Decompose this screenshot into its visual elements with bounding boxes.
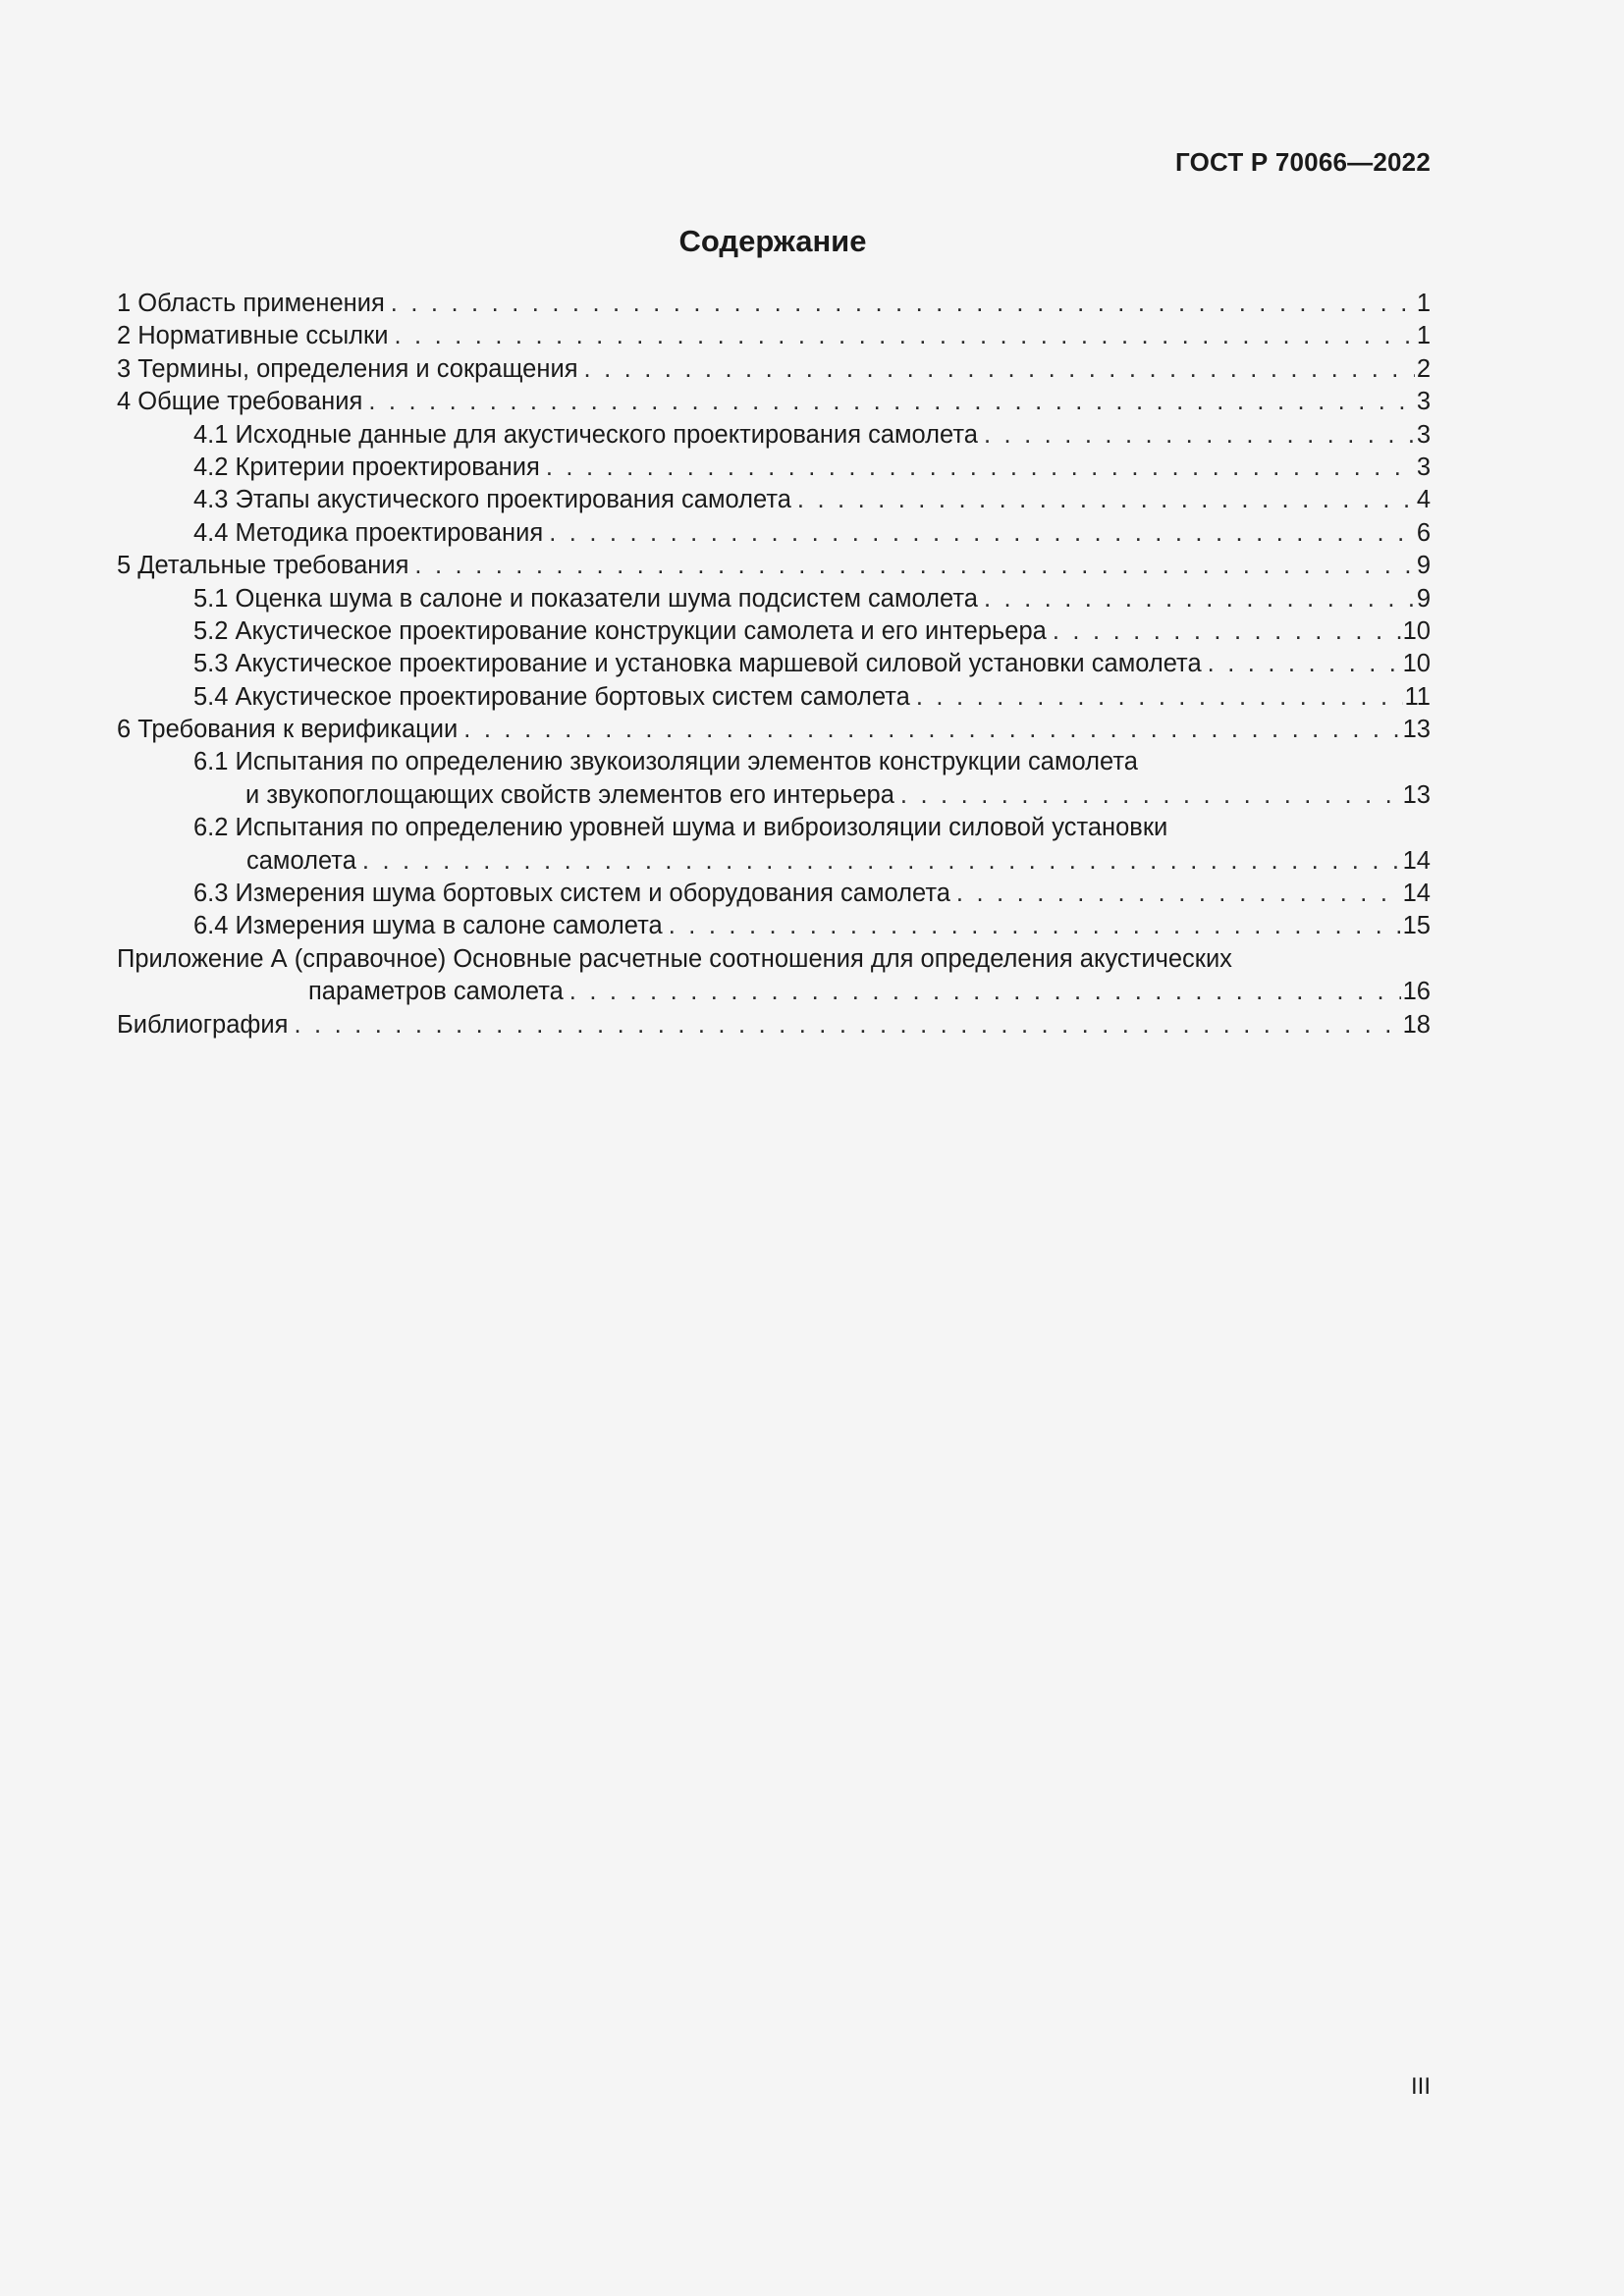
toc-dot-leader [956, 878, 1401, 910]
toc-entry[interactable] [117, 943, 1431, 976]
toc-entry-text: 4.3 Этапы акустического проектирования самолета [193, 486, 791, 514]
toc-entry-page: 4 [1416, 486, 1431, 514]
toc-entry-page: 13 [1402, 780, 1431, 809]
toc-dot-leader [916, 681, 1403, 714]
toc-entry[interactable] [117, 550, 1431, 582]
toc-entry[interactable] [117, 288, 1431, 320]
toc-dot-leader [362, 845, 1401, 878]
toc-entry-text: 5.2 Акустическое проектирование конструкции самолета и его интерьера [193, 616, 1047, 645]
toc-entry-page: 1 [1416, 322, 1431, 350]
toc-entry[interactable] [117, 878, 1431, 910]
toc-entry[interactable] [117, 714, 1431, 746]
toc-entry-page: 3 [1416, 420, 1431, 449]
toc-dot-leader [984, 419, 1415, 452]
toc-entry-page: 6 [1416, 518, 1431, 547]
toc-entry-page: 2 [1416, 354, 1431, 383]
toc-dot-leader [368, 386, 1414, 418]
toc-entry-text: 6.2 Испытания по определению уровней шума и виброизоляции силовой установки [193, 814, 1168, 842]
toc-entry-text: 5.3 Акустическое проектирование и установка маршевой силовой установки самолета [193, 650, 1202, 678]
toc-entry[interactable] [117, 845, 1431, 878]
toc-dot-leader [900, 779, 1401, 812]
toc-entry-text: 1 Область применения [117, 290, 385, 317]
toc-entry-text: 6.4 Измерения шума в салоне самолета [193, 912, 663, 940]
toc-dot-leader [391, 288, 1415, 320]
toc-entry[interactable] [117, 779, 1431, 812]
toc-dot-leader [463, 714, 1400, 746]
toc-entry[interactable] [117, 976, 1431, 1008]
toc-entry-text: Приложение А (справочное) Основные расчетные соотношения для определения акустических [117, 944, 1232, 973]
page-number: III [1410, 2073, 1431, 2100]
toc-entry-text: и звукопоглощающих свойств элементов его интерьера [245, 780, 894, 809]
toc-dot-leader [1053, 615, 1401, 648]
toc-entry-text: параметров самолета [308, 978, 564, 1006]
toc-entry-text: 5 Детальные требования [117, 552, 409, 580]
table-of-contents [117, 288, 1431, 1041]
toc-entry-page: 1 [1416, 290, 1431, 317]
toc-entry-page: 13 [1402, 716, 1431, 744]
toc-entry-text: 4.1 Исходные данные для акустического проектирования самолета [193, 420, 978, 449]
toc-entry-page: 16 [1402, 978, 1431, 1006]
toc-entry[interactable] [117, 583, 1431, 615]
toc-dot-leader [414, 550, 1414, 582]
toc-entry[interactable] [117, 452, 1431, 484]
toc-entry-text: 4 Общие требования [117, 388, 363, 416]
toc-entry-text: 5.1 Оценка шума в салоне и показатели шума подсистем самолета [193, 584, 978, 613]
toc-entry-text: 2 Нормативные ссылки [117, 322, 389, 350]
toc-entry-text: 6.3 Измерения шума бортовых систем и оборудования самолета [193, 880, 950, 908]
toc-entry-page: 14 [1402, 880, 1431, 908]
toc-entry[interactable] [117, 648, 1431, 680]
document-code: ГОСТ Р 70066—2022 [1175, 147, 1431, 177]
toc-entry[interactable] [117, 812, 1431, 844]
toc-entry-text: 5.4 Акустическое проектирование бортовых систем самолета [193, 682, 910, 711]
toc-entry-page: 3 [1416, 388, 1431, 416]
toc-dot-leader [584, 353, 1415, 386]
toc-dot-leader [1208, 648, 1401, 680]
toc-dot-leader [984, 583, 1415, 615]
toc-entry-page: 3 [1416, 453, 1431, 481]
toc-dot-leader [569, 976, 1401, 1008]
toc-entry-page: 10 [1402, 616, 1431, 645]
toc-entry-text: 6 Требования к верификации [117, 716, 459, 744]
toc-entry-text: самолета [246, 846, 356, 875]
toc-entry[interactable] [117, 419, 1431, 452]
toc-entry-text: 3 Термины, определения и сокращения [117, 354, 578, 383]
toc-entry[interactable] [117, 484, 1431, 516]
toc-entry[interactable] [117, 517, 1431, 550]
toc-entry[interactable] [117, 681, 1431, 714]
toc-dot-leader [549, 517, 1415, 550]
toc-entry-text: 4.2 Критерии проектирования [193, 453, 540, 481]
toc-entry[interactable] [117, 320, 1431, 352]
toc-entry-page: 9 [1416, 584, 1431, 613]
toc-entry-text: 4.4 Методика проектирования [193, 518, 544, 547]
toc-dot-leader [669, 910, 1401, 942]
toc-dot-leader [394, 320, 1414, 352]
toc-entry-page: 18 [1402, 1010, 1431, 1039]
toc-entry[interactable] [117, 1009, 1431, 1041]
toc-dot-leader [294, 1009, 1400, 1041]
toc-entry-text: 6.1 Испытания по определению звукоизоляции элементов конструкции самолета [193, 748, 1138, 776]
toc-dot-leader [797, 484, 1415, 516]
toc-entry[interactable] [117, 353, 1431, 386]
toc-entry-page: 9 [1416, 552, 1431, 580]
toc-entry-page: 15 [1402, 912, 1431, 940]
toc-entry-page: 14 [1402, 846, 1431, 875]
toc-entry[interactable] [117, 615, 1431, 648]
toc-title: Содержание [678, 224, 867, 258]
toc-entry-page: 10 [1402, 650, 1431, 678]
toc-entry[interactable] [117, 746, 1431, 778]
toc-entry-text: Библиография [117, 1010, 289, 1039]
toc-entry-page: 11 [1404, 682, 1431, 711]
toc-entry[interactable] [117, 386, 1431, 418]
toc-dot-leader [546, 452, 1415, 484]
toc-entry[interactable] [117, 910, 1431, 942]
